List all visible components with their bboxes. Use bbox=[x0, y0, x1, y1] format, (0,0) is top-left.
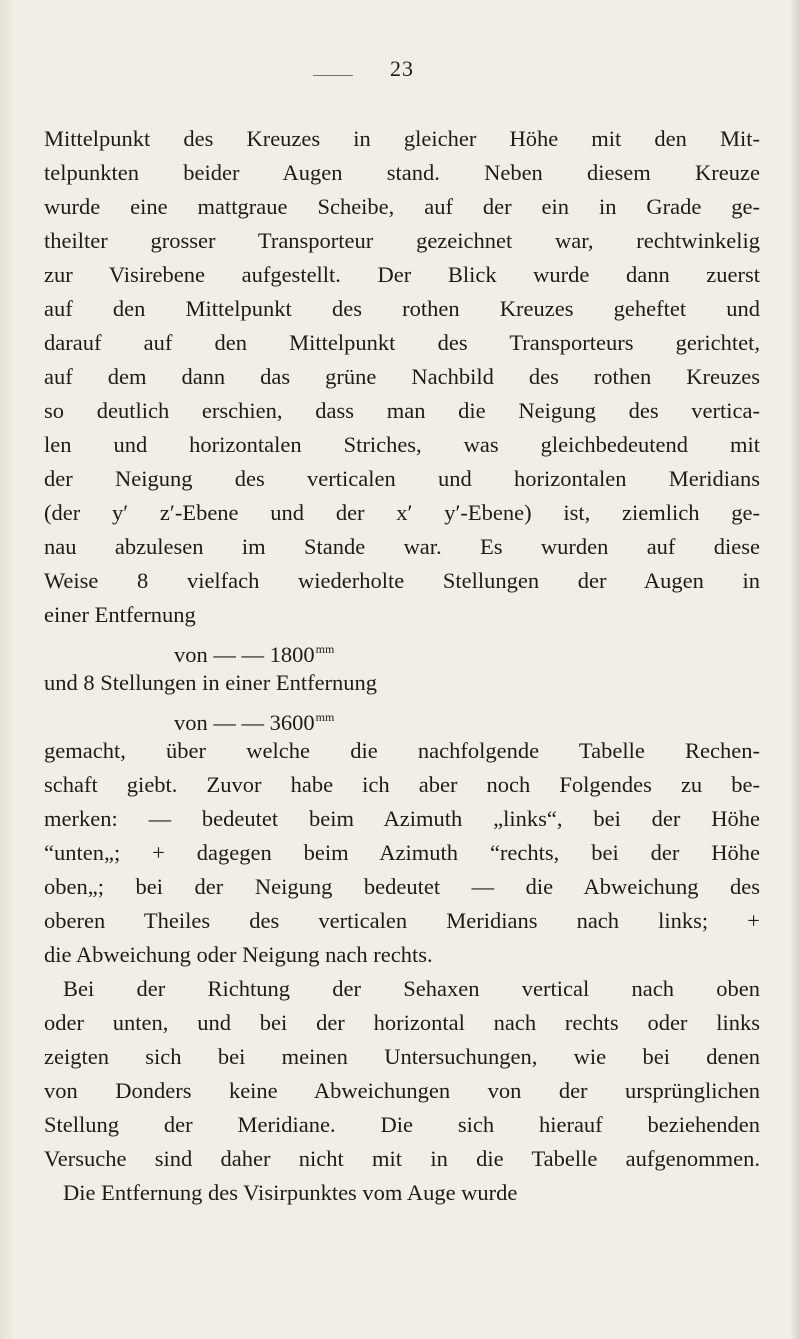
text-line: Weise 8 vielfach wiederholte Stellungen der Augen in bbox=[44, 568, 760, 593]
text-line: Stellung der Meridiane. Die sich hierauf beziehenden bbox=[44, 1112, 760, 1137]
text-line: (der y′ z′-Ebene und der x′ y′-Ebene) ist, ziemlich ge- bbox=[44, 500, 760, 525]
text-line: merken: — bedeutet beim Azimuth „links“, bei der Höhe bbox=[44, 806, 760, 831]
text-line: nau abzulesen im Stande war. Es wurden auf diese bbox=[44, 534, 760, 559]
text-line: einer Entfernung bbox=[44, 602, 196, 627]
text-line: telpunkten beider Augen stand. Neben diesem Kreuze bbox=[44, 160, 760, 185]
text-line: so deutlich erschien, dass man die Neigung des vertica- bbox=[44, 398, 760, 423]
distance-value: von — — 1800 bbox=[174, 642, 315, 667]
header-rule bbox=[313, 75, 353, 76]
text-line: Bei der Richtung der Sehaxen vertical nach oben bbox=[63, 976, 760, 1001]
text-line: der Neigung des verticalen und horizontalen Meridians bbox=[44, 466, 760, 491]
text-line: zeigten sich bei meinen Untersuchungen, wie bei denen bbox=[44, 1044, 760, 1069]
text-line: oben„; bei der Neigung bedeutet — die Abweichung des bbox=[44, 874, 760, 899]
text-line: darauf auf den Mittelpunkt des Transporteurs gerichtet, bbox=[44, 330, 760, 355]
text-line: die Abweichung oder Neigung nach rechts. bbox=[44, 942, 433, 967]
unit-mm: mm bbox=[315, 710, 335, 724]
text-line: von Donders keine Abweichungen von der ursprünglichen bbox=[44, 1078, 760, 1103]
text-line: schaft giebt. Zuvor habe ich aber noch Folgendes zu be- bbox=[44, 772, 760, 797]
text-line: und 8 Stellungen in einer Entfernung bbox=[44, 670, 378, 695]
unit-mm: mm bbox=[315, 642, 335, 656]
text-line: Die Entfernung des Visirpunktes vom Auge wurde bbox=[63, 1180, 518, 1205]
body-text bbox=[44, 122, 760, 1210]
text-line: gemacht, über welche die nachfolgende Tabelle Rechen- bbox=[44, 738, 760, 763]
text-line: theilter grosser Transporteur gezeichnet war, rechtwinkelig bbox=[44, 228, 760, 253]
text-line: oberen Theiles des verticalen Meridians nach links; + bbox=[44, 908, 760, 933]
text-line: wurde eine mattgraue Scheibe, auf der ein in Grade ge- bbox=[44, 194, 760, 219]
text-line: oder unten, und bei der horizontal nach rechts oder links bbox=[44, 1010, 760, 1035]
page-number-text: 23 bbox=[390, 56, 414, 81]
text-line: “unten„; + dagegen beim Azimuth “rechts, bei der Höhe bbox=[44, 840, 760, 865]
distance-value: von — — 3600 bbox=[174, 710, 315, 735]
text-line: auf den Mittelpunkt des rothen Kreuzes geheftet und bbox=[44, 296, 760, 321]
text-line: zur Visirebene aufgestellt. Der Blick wurde dann zuerst bbox=[44, 262, 760, 287]
text-line: Mittelpunkt des Kreuzes in gleicher Höhe mit den Mit- bbox=[44, 126, 760, 151]
text-line: len und horizontalen Striches, was gleichbedeutend mit bbox=[44, 432, 760, 457]
distance-line-3600 bbox=[44, 700, 760, 734]
text-line: Versuche sind daher nicht mit in die Tabelle aufgenommen. bbox=[44, 1146, 760, 1171]
text-line: auf dem dann das grüne Nachbild des rothen Kreuzes bbox=[44, 364, 760, 389]
page-number bbox=[0, 56, 800, 82]
distance-line-1800 bbox=[44, 632, 760, 666]
